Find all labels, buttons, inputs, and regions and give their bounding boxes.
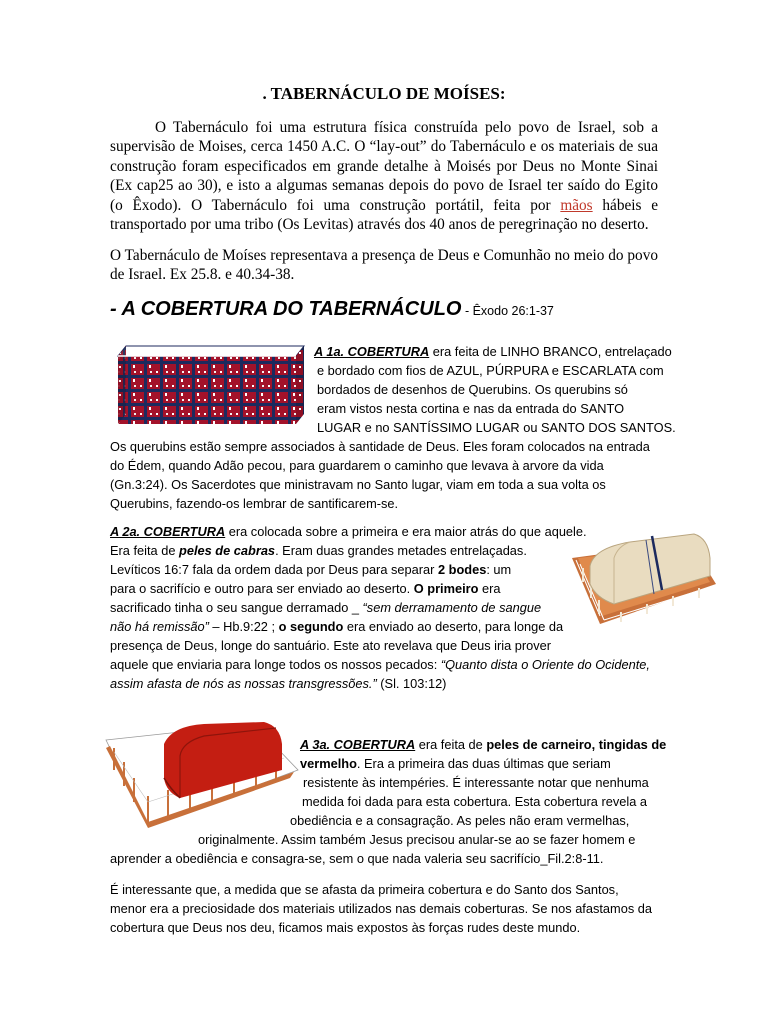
second-goat-text: o segundo <box>278 619 344 634</box>
section-2-text-4c: era <box>478 581 501 596</box>
section-2-text-4a: para o sacrifício e outro para ser enviado ao deserto. <box>110 581 414 596</box>
first-covering-image <box>106 342 308 428</box>
section-2-text-3c: : um <box>486 562 512 577</box>
section-2-line-1 <box>110 522 587 541</box>
section-2-line-2 <box>110 541 527 560</box>
section-2-text-3a: Levíticos 16:7 fala da ordem dada por Deus para separar <box>110 562 438 577</box>
section-3-line-3: resistente às intempéries. É interessante notar que nenhuma <box>303 775 649 790</box>
second-covering-image <box>570 528 720 630</box>
section-3-line-6: originalmente. Assim também Jesus precisou anular-se ao se fazer homem e <box>198 832 636 847</box>
second-covering-label: A 2a. COBERTURA <box>110 524 226 539</box>
section-2-text-2a: Era feita de <box>110 543 180 558</box>
two-goats-text: 2 bodes <box>437 562 487 577</box>
intro-text-a: O Tabernáculo foi uma estrutura física construída pelo povo de Israel, sob a supervisão de Moises, cerca 1450 A.C. O “lay-out” do Tabernáculo e os materiais de sua construção foram especificados em grande detalhe à Moisés por Deus no Monte Sinai (Ex cap25 ao 30), e isto a algumas semanas depois do povo de Israel ter saído do Egito (o Êxodo). O Tabernáculo foi uma construção portátil, feita por <box>110 119 658 214</box>
page-title: . TABERNÁCULO DE MOÍSES: <box>262 84 506 103</box>
section-3-line-7: aprender a obediência e consagra-se, sem o que nada valeria seu sacrifício_Fil.2:8-11. <box>110 851 604 866</box>
section-3-line-2 <box>300 754 611 773</box>
section-1-line-3: bordados de desenhos de Querubins. Os querubins só <box>317 382 628 397</box>
third-covering-label: A 3a. COBERTURA <box>300 737 416 752</box>
section-2-text-8a: aquele que enviaria para longe todos os nossos pecados: <box>110 657 441 672</box>
section-1-line-8: (Gn.3:24). Os Sacerdotes que ministravam no Santo lugar, viam em toda a sua volta os <box>110 477 606 492</box>
section-3-text-2b: . Era a primeira das duas últimas que seriam <box>356 756 611 771</box>
heading-main: - A COBERTURA DO TABERNÁCULO <box>110 298 462 320</box>
quote-psalm-b: assim afasta de nós as nossas transgressões.” <box>110 676 377 691</box>
section-2-line-6 <box>110 617 563 636</box>
section-2-text-2c: . Eram duas grandes metades entrelaçadas. <box>275 543 527 558</box>
section-1-line-2: e bordado com fios de AZUL, PÚRPURA e ESCARLATA com <box>317 363 664 378</box>
quote-remission-a: “sem derramamento de sangue <box>362 600 542 615</box>
closing-line-2: menor era a preciosidade dos materiais utilizados nas demais coberturas. Se nos afastamos da <box>110 901 653 916</box>
quote-remission-b: não há remissão” <box>110 619 209 634</box>
section-2-line-4 <box>110 579 501 598</box>
section-heading <box>110 298 554 321</box>
quote-psalm-a: “Quanto dista o Oriente do Ocidente, <box>440 657 650 672</box>
section-2-text-6d: era enviado ao deserto, para longe da <box>343 619 564 634</box>
section-3-line-5: obediência e a consagração. As peles não eram vermelhas, <box>290 813 630 828</box>
section-1-line-5: LUGAR e no SANTÍSSIMO LUGAR ou SANTO DOS SANTOS. <box>317 420 676 435</box>
section-2-text-6b: – Hb.9:22 ; <box>208 619 279 634</box>
first-goat-text: O primeiro <box>413 581 479 596</box>
section-1-line-7: do Édem, quando Adão pecou, para guardarem o caminho que levava à arvore da vida <box>110 458 604 473</box>
third-covering-image <box>104 718 300 830</box>
section-1-text-1: era feita de LINHO BRANCO, entrelaçado <box>429 344 672 359</box>
goat-skins-text: peles de cabras <box>179 543 276 558</box>
section-1-line-9: Querubins, fazendo-os lembrar de santificarem-se. <box>110 496 399 511</box>
ram-skins-text: peles de carneiro, tingidas de <box>486 737 667 752</box>
section-2-line-8 <box>110 655 650 674</box>
section-1-line-6: Os querubins estão sempre associados à santidade de Deus. Eles foram colocados na entrada <box>110 439 650 454</box>
maos-link[interactable]: mãos <box>560 196 593 214</box>
section-2-line-9 <box>110 674 446 693</box>
section-2-line-5 <box>110 598 541 617</box>
section-3-line-1 <box>300 735 666 754</box>
heading-reference: - Êxodo 26:1-37 <box>461 304 554 318</box>
intro-paragraph-2: O Tabernáculo de Moíses representava a presença de Deus e Comunhão no meio do povo de Israel. Ex 25.8. e 40.34-38. <box>110 247 658 284</box>
intro-text-b: hábeis e transportado por uma tribo (Os Levitas) através dos 40 anos de peregrinação no deserto. <box>110 196 658 234</box>
red-text: vermelho <box>300 756 357 771</box>
closing-line-3: cobertura que Deus nos deu, ficamos mais expostos às forças rudes deste mundo. <box>110 920 581 935</box>
section-3-line-4: medida foi dada para esta cobertura. Esta cobertura revela a <box>302 794 648 809</box>
section-1-line-1 <box>314 342 672 361</box>
section-2-text-5a: sacrificado tinha o seu sangue derramado _ <box>110 600 363 615</box>
section-2-line-7: presença de Deus, longe do santuário. Este ato revelava que Deus iria prover <box>110 638 552 653</box>
section-3-text-1a: era feita de <box>415 737 487 752</box>
section-2-text-1: era colocada sobre a primeira e era maior atrás do que aquele. <box>225 524 587 539</box>
intro-paragraph-1 <box>110 118 658 234</box>
closing-line-1: É interessante que, a medida que se afasta da primeira cobertura e do Santo dos Santos, <box>110 882 619 897</box>
first-covering-label: A 1a. COBERTURA <box>314 344 430 359</box>
section-2-line-3 <box>110 560 511 579</box>
section-1-line-4: eram vistos nesta cortina e nas da entrada do SANTO <box>317 401 625 416</box>
psalm-reference: (Sl. 103:12) <box>376 676 447 691</box>
